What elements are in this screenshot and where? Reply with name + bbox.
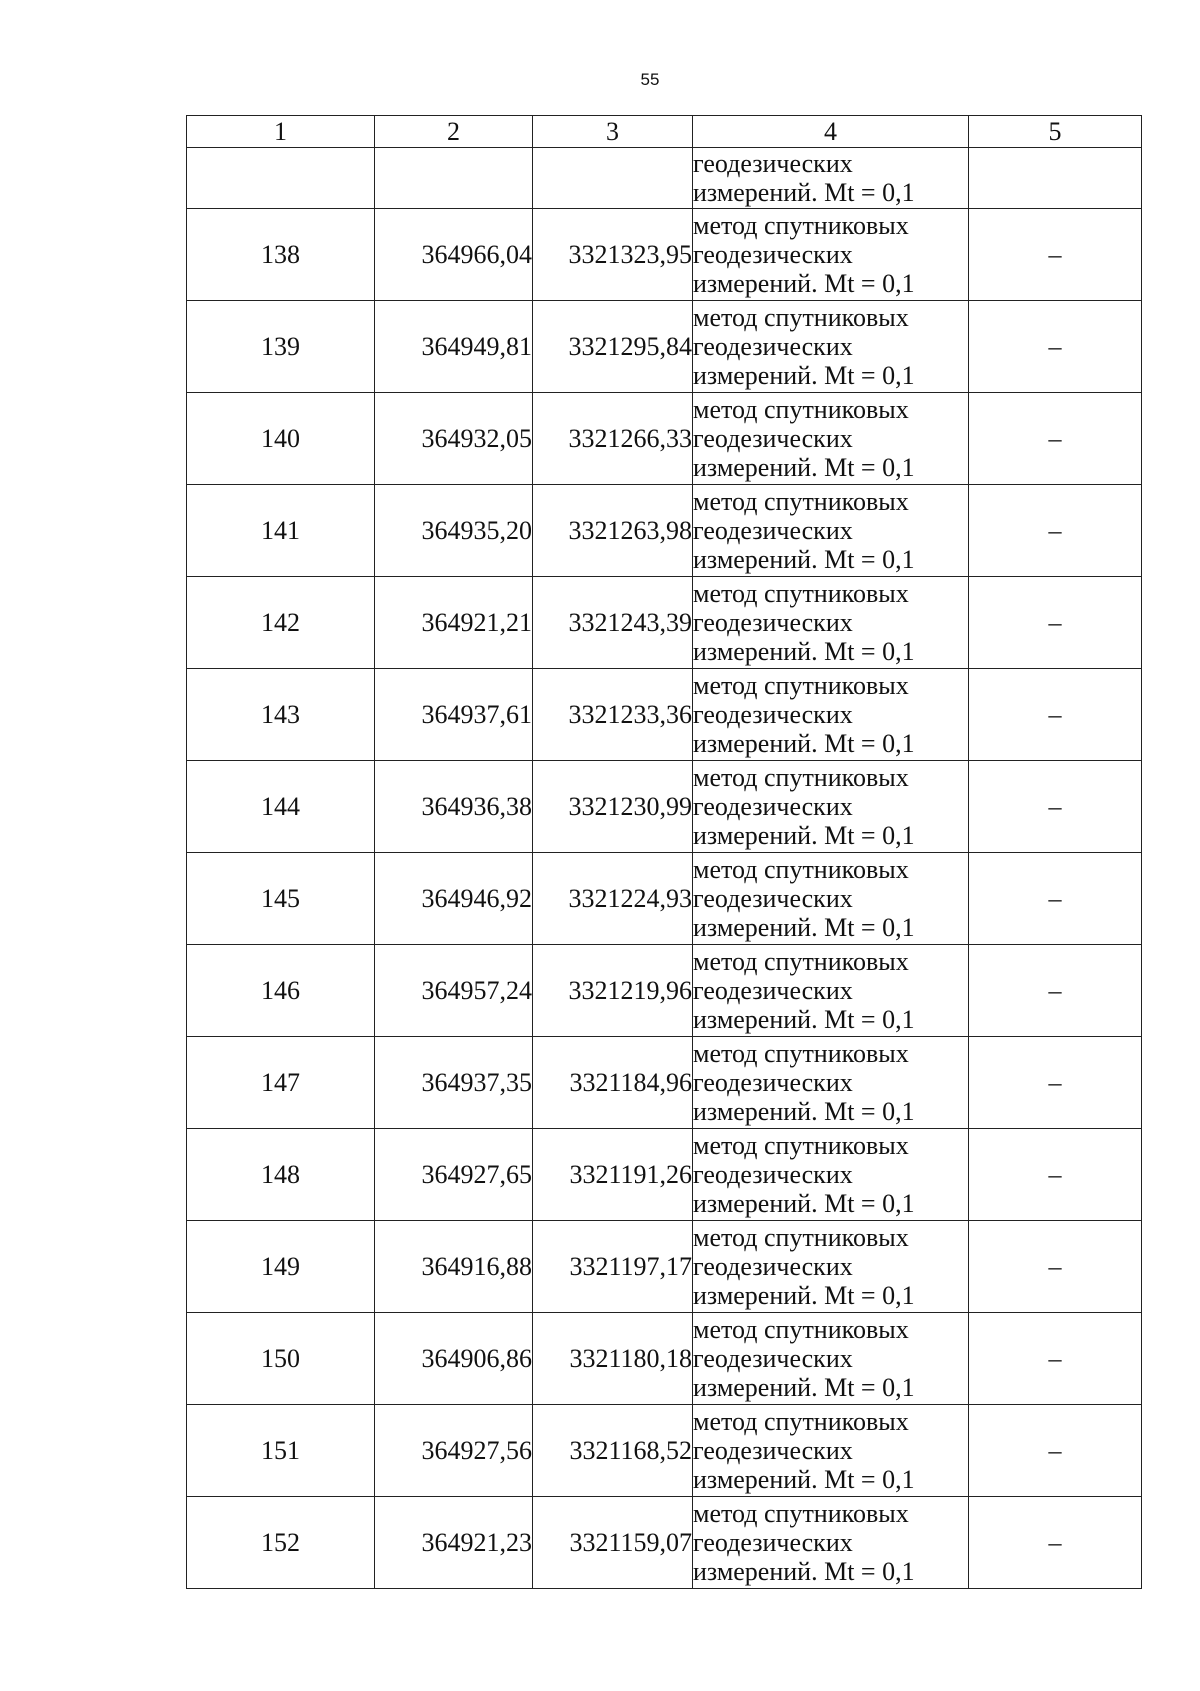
- method-line: измерений. Mt = 0,1: [693, 178, 915, 207]
- point-number-cell: 146: [187, 945, 375, 1037]
- note-cell: –: [969, 301, 1142, 393]
- page-number: 55: [640, 70, 660, 89]
- note-cell: –: [969, 1037, 1142, 1129]
- table-row: [187, 1313, 1142, 1405]
- note-cell: –: [969, 393, 1142, 485]
- method-line: измерений. Mt = 0,1: [693, 1097, 915, 1126]
- point-number-cell: 142: [187, 577, 375, 669]
- method-line: метод спутниковых: [693, 1407, 909, 1436]
- method-line: метод спутниковых: [693, 1223, 909, 1252]
- note-cell: –: [969, 1497, 1142, 1589]
- y-coordinate-cell: 3321266,33: [533, 393, 693, 485]
- continuation-cell-note: [969, 148, 1142, 209]
- note-cell: –: [969, 853, 1142, 945]
- note-cell: –: [969, 669, 1142, 761]
- x-coordinate-cell: 364921,21: [375, 577, 533, 669]
- table-row: [187, 1405, 1142, 1497]
- continuation-cell-point: [187, 148, 375, 209]
- method-cell: [693, 1129, 969, 1221]
- method-cell: [693, 485, 969, 577]
- table-row: [187, 945, 1142, 1037]
- method-line: геодезических: [693, 332, 853, 361]
- y-coordinate-cell: 3321323,95: [533, 209, 693, 301]
- method-line: геодезических: [693, 608, 853, 637]
- method-cell: [693, 761, 969, 853]
- y-coordinate-cell: 3321159,07: [533, 1497, 693, 1589]
- table-row: [187, 1221, 1142, 1313]
- y-coordinate-cell: 3321263,98: [533, 485, 693, 577]
- method-cell: [693, 1405, 969, 1497]
- column-header-4: 4: [693, 116, 969, 148]
- x-coordinate-cell: 364932,05: [375, 393, 533, 485]
- continuation-cell-method: [693, 148, 969, 209]
- y-coordinate-cell: 3321219,96: [533, 945, 693, 1037]
- method-line: геодезических: [693, 700, 853, 729]
- y-coordinate-cell: 3321230,99: [533, 761, 693, 853]
- note-cell: –: [969, 485, 1142, 577]
- method-line: геодезических: [693, 424, 853, 453]
- point-number-cell: 147: [187, 1037, 375, 1129]
- column-header-3: 3: [533, 116, 693, 148]
- method-line: геодезических: [693, 1252, 853, 1281]
- method-line: метод спутниковых: [693, 487, 909, 516]
- y-coordinate-cell: 3321191,26: [533, 1129, 693, 1221]
- method-line: геодезических: [693, 1160, 853, 1189]
- point-number-cell: 139: [187, 301, 375, 393]
- table-row: [187, 485, 1142, 577]
- x-coordinate-cell: 364936,38: [375, 761, 533, 853]
- y-coordinate-cell: 3321168,52: [533, 1405, 693, 1497]
- method-line: геодезических: [693, 1344, 853, 1373]
- method-line: измерений. Mt = 0,1: [693, 453, 915, 482]
- method-line: геодезических: [693, 1068, 853, 1097]
- table-row: [187, 393, 1142, 485]
- table-row: [187, 577, 1142, 669]
- method-cell: [693, 1221, 969, 1313]
- method-line: измерений. Mt = 0,1: [693, 913, 915, 942]
- coordinates-table: [186, 115, 1142, 1589]
- method-cell: [693, 1313, 969, 1405]
- note-cell: –: [969, 577, 1142, 669]
- x-coordinate-cell: 364906,86: [375, 1313, 533, 1405]
- method-line: геодезических: [693, 792, 853, 821]
- method-line: метод спутниковых: [693, 395, 909, 424]
- y-coordinate-cell: 3321180,18: [533, 1313, 693, 1405]
- point-number-cell: 150: [187, 1313, 375, 1405]
- note-cell: –: [969, 209, 1142, 301]
- note-cell: –: [969, 1129, 1142, 1221]
- point-number-cell: 151: [187, 1405, 375, 1497]
- point-number-cell: 145: [187, 853, 375, 945]
- column-header-5: 5: [969, 116, 1142, 148]
- method-line: измерений. Mt = 0,1: [693, 545, 915, 574]
- note-cell: –: [969, 1313, 1142, 1405]
- y-coordinate-cell: 3321197,17: [533, 1221, 693, 1313]
- method-line: измерений. Mt = 0,1: [693, 1281, 915, 1310]
- method-line: метод спутниковых: [693, 1499, 909, 1528]
- table-row: [187, 853, 1142, 945]
- table-header-row: [187, 116, 1142, 148]
- method-line: метод спутниковых: [693, 763, 909, 792]
- x-coordinate-cell: 364946,92: [375, 853, 533, 945]
- method-line: измерений. Mt = 0,1: [693, 1465, 915, 1494]
- method-cell: [693, 393, 969, 485]
- point-number-cell: 149: [187, 1221, 375, 1313]
- table-row: [187, 1037, 1142, 1129]
- note-cell: –: [969, 1221, 1142, 1313]
- x-coordinate-cell: 364927,56: [375, 1405, 533, 1497]
- note-cell: –: [969, 1405, 1142, 1497]
- point-number-cell: 152: [187, 1497, 375, 1589]
- method-line: измерений. Mt = 0,1: [693, 1005, 915, 1034]
- method-line: геодезических: [693, 884, 853, 913]
- point-number-cell: 140: [187, 393, 375, 485]
- method-line: метод спутниковых: [693, 303, 909, 332]
- method-line: геодезических: [693, 1528, 853, 1557]
- method-line: измерений. Mt = 0,1: [693, 821, 915, 850]
- method-line: метод спутниковых: [693, 947, 909, 976]
- method-line: измерений. Mt = 0,1: [693, 729, 915, 758]
- method-line: измерений. Mt = 0,1: [693, 269, 915, 298]
- method-line: метод спутниковых: [693, 1315, 909, 1344]
- continuation-cell-x: [375, 148, 533, 209]
- y-coordinate-cell: 3321295,84: [533, 301, 693, 393]
- point-number-cell: 141: [187, 485, 375, 577]
- method-line: геодезических: [693, 240, 853, 269]
- x-coordinate-cell: 364927,65: [375, 1129, 533, 1221]
- point-number-cell: 148: [187, 1129, 375, 1221]
- x-coordinate-cell: 364937,35: [375, 1037, 533, 1129]
- method-line: геодезических: [693, 149, 853, 178]
- method-line: метод спутниковых: [693, 579, 909, 608]
- y-coordinate-cell: 3321243,39: [533, 577, 693, 669]
- x-coordinate-cell: 364949,81: [375, 301, 533, 393]
- x-coordinate-cell: 364916,88: [375, 1221, 533, 1313]
- y-coordinate-cell: 3321184,96: [533, 1037, 693, 1129]
- method-line: геодезических: [693, 1436, 853, 1465]
- point-number-cell: 138: [187, 209, 375, 301]
- method-cell: [693, 1037, 969, 1129]
- method-line: метод спутниковых: [693, 1039, 909, 1068]
- method-cell: [693, 1497, 969, 1589]
- note-cell: –: [969, 945, 1142, 1037]
- note-cell: –: [969, 761, 1142, 853]
- method-cell: [693, 853, 969, 945]
- method-cell: [693, 945, 969, 1037]
- x-coordinate-cell: 364937,61: [375, 669, 533, 761]
- x-coordinate-cell: 364966,04: [375, 209, 533, 301]
- table-row: [187, 1497, 1142, 1589]
- x-coordinate-cell: 364921,23: [375, 1497, 533, 1589]
- method-line: геодезических: [693, 516, 853, 545]
- y-coordinate-cell: 3321224,93: [533, 853, 693, 945]
- y-coordinate-cell: 3321233,36: [533, 669, 693, 761]
- method-cell: [693, 301, 969, 393]
- method-cell: [693, 209, 969, 301]
- method-line: измерений. Mt = 0,1: [693, 1373, 915, 1402]
- table-row: [187, 301, 1142, 393]
- table-row: [187, 669, 1142, 761]
- method-cell: [693, 577, 969, 669]
- method-line: метод спутниковых: [693, 855, 909, 884]
- method-line: метод спутниковых: [693, 671, 909, 700]
- column-header-1: 1: [187, 116, 375, 148]
- table-row: [187, 761, 1142, 853]
- method-line: метод спутниковых: [693, 1131, 909, 1160]
- method-line: измерений. Mt = 0,1: [693, 1189, 915, 1218]
- method-line: измерений. Mt = 0,1: [693, 1557, 915, 1586]
- table-row: [187, 1129, 1142, 1221]
- point-number-cell: 143: [187, 669, 375, 761]
- table-row: [187, 209, 1142, 301]
- column-header-2: 2: [375, 116, 533, 148]
- method-cell: [693, 669, 969, 761]
- x-coordinate-cell: 364935,20: [375, 485, 533, 577]
- method-line: метод спутниковых: [693, 211, 909, 240]
- method-line: измерений. Mt = 0,1: [693, 361, 915, 390]
- continuation-row: [187, 148, 1142, 209]
- method-line: измерений. Mt = 0,1: [693, 637, 915, 666]
- continuation-cell-y: [533, 148, 693, 209]
- point-number-cell: 144: [187, 761, 375, 853]
- method-line: геодезических: [693, 976, 853, 1005]
- x-coordinate-cell: 364957,24: [375, 945, 533, 1037]
